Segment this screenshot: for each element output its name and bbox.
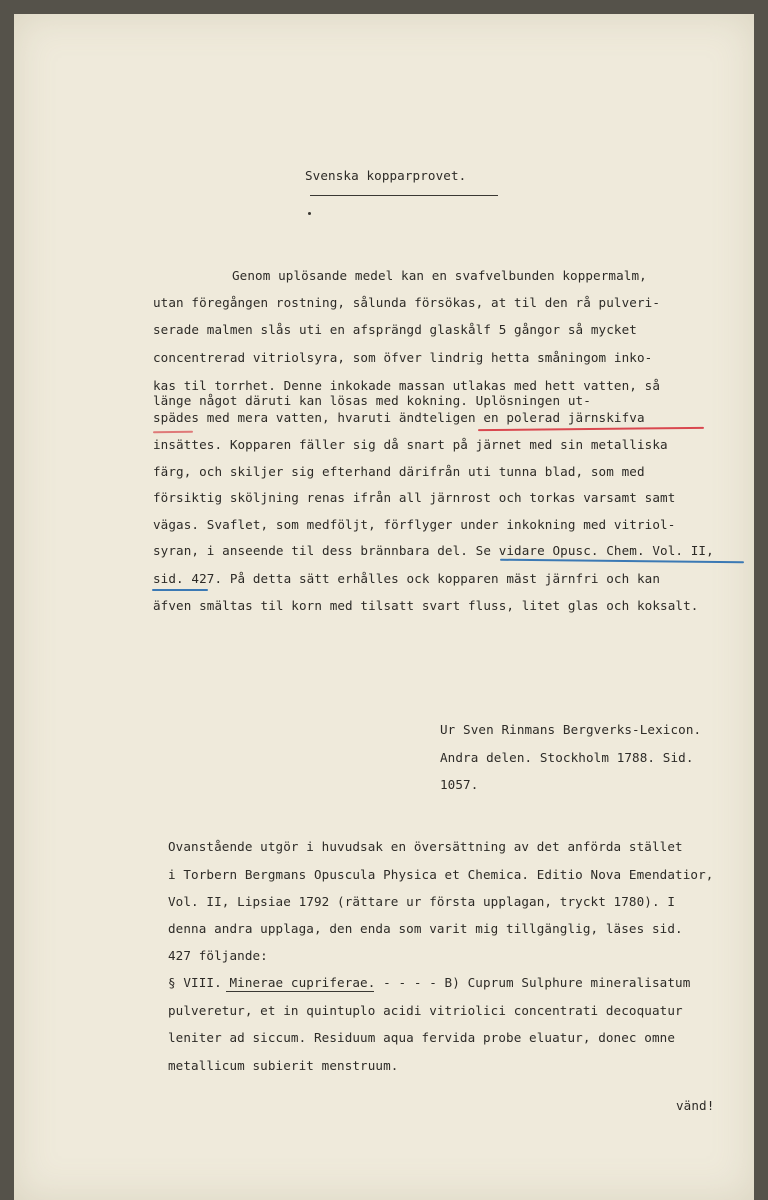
p1-line-12: syran, i anseende til dess brännbara del. Se vidare Opusc. Chem. Vol. II, xyxy=(153,543,714,558)
footer-turn-page: vänd! xyxy=(676,1098,715,1113)
p2-line-9: metallicum subierit menstruum. xyxy=(168,1058,399,1073)
p1-line-5: kas til torrhet. Denne inkokade massan utlakas med hett vatten, så xyxy=(153,378,661,393)
p2-line-4: denna andra upplaga, den enda som varit mig tillgänglig, läses sid. xyxy=(168,921,683,936)
source-line-2: Andra delen. Stockholm 1788. Sid. xyxy=(440,750,694,765)
p2-line-6: § VIII. Minerae cupriferae. - - - - B) Cuprum Sulphure mineralisatum xyxy=(168,975,691,990)
p1-line-4: concentrerad vitriolsyra, som öfver lindrig hetta småningom inko- xyxy=(153,350,653,365)
p1-line-8: insättes. Kopparen fäller sig då snart på järnet med sin metalliska xyxy=(153,437,668,452)
blue-underline-sid xyxy=(152,589,208,591)
ink-dot xyxy=(308,212,311,215)
p2-line-7: pulveretur, et in quintuplo acidi vitriolici concentrati decoquatur xyxy=(168,1003,683,1018)
underline-minerae xyxy=(226,991,374,992)
p1-line-10: försiktig sköljning renas ifrån all järnrost och torkas varsamt samt xyxy=(153,490,676,505)
p1-line-1: Genom uplösande medel kan en svafvelbunden koppermalm, xyxy=(232,268,647,283)
source-line-1: Ur Sven Rinmans Bergverks-Lexicon. xyxy=(440,722,702,737)
p1-line-7: spädes med mera vatten, hvaruti ändteligen en polerad järnskifva xyxy=(153,410,645,425)
p2-line-8: leniter ad siccum. Residuum aqua fervida probe eluatur, donec omne xyxy=(168,1030,676,1045)
red-underline-left xyxy=(153,431,193,433)
p1-line-9: färg, och skiljer sig efterhand därifrån uti tunna blad, som med xyxy=(153,464,645,479)
p1-line-6: länge något däruti kan lösas med kokning. Uplösningen ut- xyxy=(153,393,591,408)
title-underline xyxy=(310,195,498,196)
p1-line-3: serade malmen slås uti en afsprängd glaskålf 5 gångor så mycket xyxy=(153,322,637,337)
p2-line-3: Vol. II, Lipsiae 1792 (rättare ur första upplagan, tryckt 1780). I xyxy=(168,894,676,909)
p1-line-14: äfven smältas til korn med tilsatt svart fluss, litet glas och koksalt. xyxy=(153,598,699,613)
p1-line-13: sid. 427. På detta sätt erhålles ock kopparen mäst järnfri och kan xyxy=(153,571,661,586)
p2-line-1: Ovanstående utgör i huvudsak en översättning av det anförda stället xyxy=(168,839,683,854)
document-title: Svenska kopparprovet. xyxy=(305,168,467,183)
source-line-3: 1057. xyxy=(440,777,479,792)
p2-line-2: i Torbern Bergmans Opuscula Physica et Chemica. Editio Nova Emendatior, xyxy=(168,867,714,882)
p2-line-5: 427 följande: xyxy=(168,948,268,963)
p1-line-2: utan föregången rostning, sålunda försökas, at til den rå pulveri- xyxy=(153,295,661,310)
p1-line-11: vägas. Svaflet, som medföljt, förflyger under inkokning med vitriol- xyxy=(153,517,676,532)
